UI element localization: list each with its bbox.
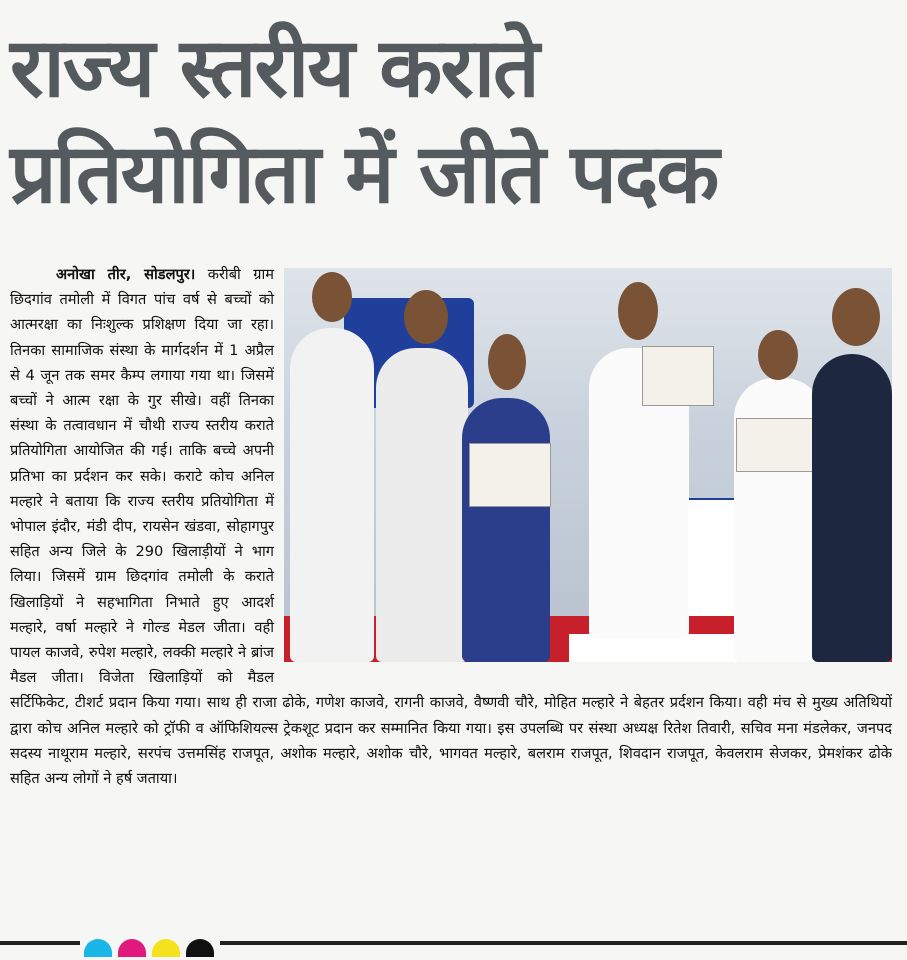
headline (10, 16, 900, 228)
registration-mark-yellow (152, 939, 180, 957)
photo-certificate-2 (642, 346, 714, 406)
photo-certificate-1 (469, 443, 551, 507)
article-paragraph: करीबी ग्राम छिदगांव तमोली में विगत पांच वर्ष से बच्चों को आत्मरक्षा का निःशुल्क प्रशिक्षण दिया जा रहा। तिनका सामाजिक संस्था के मार्गदर्शन में 1 अप्रैल से 4 जून तक समर कैम्प लगाया गया था। जिसमें बच्चों ने आत्म रक्षा के गुर सीखे। वहीं तिनका संस्था के तत्वावधान में चौथी राज्य स्तरीय कराते प्रतियोगिता आयोजित की गई। ताकि बच्चे अपनी प्रतिभा का प्रर्दशन कर सके। कराटे कोच अनिल मल्हारे ने बताया कि राज्य स्तरीय प्रतियोगिता में भोपाल इंदौर, मंडी दीप, रायसेन खंडवा, सोहागपुर सहित अन्य जिले के 290 खिलाड़ीयों ने भाग लिया। जिसमें ग्राम छिदगांव तमोली के कराते खिलाड़ियों ने सहभागिता निभाते हुए आदर्श मल्हारे, वर्षा मल्हारे ने गोल्ड मेडल जीता। वही पायल काजवे, रुपेश मल्हारे, लक्की मल्हारे ने ब्रांज मैडल जीता। विजेता खिलाड़ियों को मैडल सर्टिफिकेट, टीशर्ट प्रदान किया गया। साथ ही राजा ढोके, गणेश काजवे, रागनी काजवे, वैष्णवी चौरे, मोहित मल्हारे ने बेहतर प्रर्दशन किया। वही मंच से मुख्य अतिथियों द्वारा कोच अनिल मल्हारे को ट्रॉफी व ऑफिशियल्स ट्रेकशूट प्रदान कर सम्मानित किया गया। इस उपलब्धि पर संस्था अध्यक्ष रितेश तिवारी, सचिव मना मंडलेकर, जनपद सदस्य नाथूराम मल्हारे, सरपंच उत्तमसिंह राजपूत, अशोक मल्हारे, अशोक चौरे, भागवत मल्हारे, बलराम राजपूत, शिवदान राजपूत, केवलराम सेजकर, प्रेमशंकर ढोके सहित अन्य लोगों ने हर्ष जताया। (10, 266, 892, 788)
registration-mark-magenta (118, 939, 146, 957)
photo-head-3 (488, 334, 526, 390)
photo-head-1 (312, 272, 352, 322)
photo-head-5 (758, 330, 798, 380)
photo-podium (569, 634, 739, 662)
dateline: अनोखा तीर, सोडलपुर। (56, 266, 196, 283)
photo-person-6 (812, 354, 892, 662)
headline-line-2: प्रतियोगिता में जीते पदक (10, 127, 718, 222)
photo-head-2 (404, 290, 448, 344)
photo-person-1 (290, 328, 374, 662)
bottom-rule-line-right (220, 941, 907, 945)
registration-mark-cyan (84, 939, 112, 957)
photo-head-4 (618, 282, 658, 340)
news-photo (284, 268, 892, 662)
photo-person-3 (462, 398, 550, 662)
photo-person-2 (376, 348, 468, 662)
article-body (10, 262, 892, 791)
bottom-rule (0, 939, 907, 947)
registration-mark-black (186, 939, 214, 957)
photo-certificate-3 (736, 418, 818, 472)
headline-line-1: राज्य स्तरीय कराते (10, 21, 538, 116)
bottom-rule-line-left (0, 941, 80, 945)
photo-head-6 (832, 288, 880, 346)
